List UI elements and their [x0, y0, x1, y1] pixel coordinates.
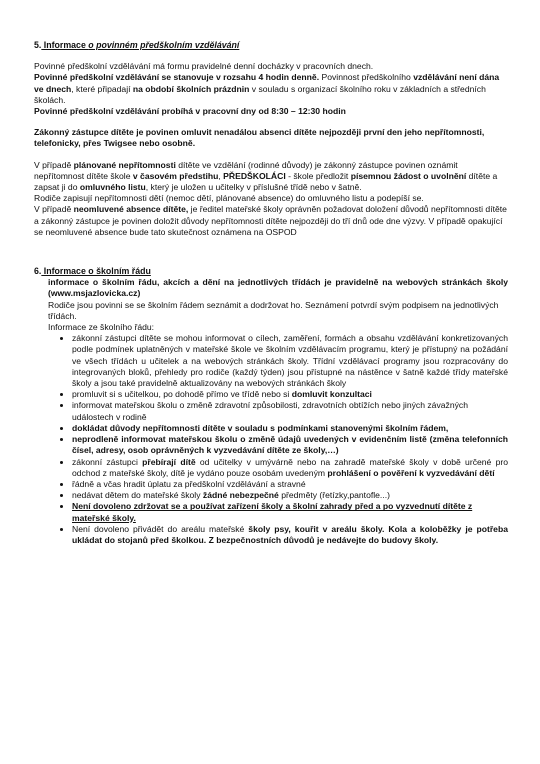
s5-paragraph-1: Povinné předškolní vzdělávání má formu pravidelné denní docházky v pracovních dnech. Povinné předškolní vzdělávání se stanovuje v rozsahu 4 hodin denně. Povinnost předškolního vzdělávání není dána ve dnech, které připadají na období školních prázdnin v souladu s organizací školního roku v základních a středních školách. Povinné předškolní vzdělávání probíhá v pracovní dny od 8:30 – 12:30 hodin	[34, 61, 500, 117]
s5-paragraph-2: Zákonný zástupce dítěte je povinen omluvit nenadálou absenci dítěte nejpozději první den jeho nepřítomnosti, telefonicky, přes Twigsee nebo osobně.	[34, 127, 485, 149]
section-6-number: 6.	[34, 266, 42, 277]
s6-paragraph-1: Rodiče jsou povinni se se školním řádem seznámit a dodržovat ho. Seznámení potvrdí svým podpisem na jednotlivých třídách.	[48, 299, 499, 321]
list-item: • dokládat důvody nepřítomnosti dítěte v souladu s podmínkami stanovenými školním řádem,	[72, 423, 508, 434]
s5-paragraph-3: V případě plánované nepřítomnosti dítěte ve vzdělání (rodinné důvody) je zákonný zástupce povinen oznámit nepřítomnost dítěte škole v časovém předstihu, PŘEDŠKOLÁCI - škole předložit písemnou žádost o uvolnění dítěte a zapsat ji do omluvného listu, který je uložen u učitelky v příslušné třídě nebo v šatně.	[34, 159, 498, 193]
s5-paragraph-5: V případě neomluvené absence dítěte, je ředitel mateřské školy oprávněn požadovat doložení důvodů nepřítomnosti dítěte a zákonný zástupce je povinen doložit důvody nepřítomnosti dítěte nejpozději do tří dnů ode dne výzvy. V případě opakující se neomluvené absence bude tato skutečnost oznámena na OSPOD	[34, 204, 507, 237]
list-item: • neprodleně informovat mateřskou školu o změně údajů uvedených v evidenčním listě (změna telefonních čísel, adresy, osob oprávněných k vyzvedávání dítěte ze školy,…)	[72, 434, 508, 456]
section-5-heading	[34, 40, 508, 51]
list-item: • informovat mateřskou školu o změně zdravotní způsobilosti, zdravotních obtížích nebo jiných závažných událostech v rodině	[72, 400, 508, 422]
list-item: • Není dovoleno přivádět do areálu mateřské školy psy, kouřit v areálu školy. Kola a koloběžky je potřeba ukládat do stojanů před školkou. Z bezpečnostních důvodů je nedávejte do budovy školy.	[72, 524, 508, 546]
section-5-number: 5.	[34, 40, 42, 50]
list-item: • nedávat dětem do mateřské školy žádné nebezpečné předměty (řetízky,pantofle...)	[72, 490, 508, 501]
document-page	[34, 40, 508, 546]
list-item: • zákonní zástupci přebírají dítě od učitelky v umývárně nebo na zahradě mateřské školy v době určené pro odchod z mateřské školy, dítě je vydáno pouze osobám uvedeným prohlášení o pověření k vyzvedávání dětí	[72, 457, 508, 479]
s6-paragraph-2: Informace ze školního řádu:	[48, 322, 155, 333]
s5-paragraph-4: Rodiče zapisují nepřítomnosti dětí (nemoc dětí, plánované absence) do omluvného listu a podepíší se.	[34, 193, 424, 204]
section-6-title: Informace o školním řádu	[41, 266, 151, 277]
rules-list	[34, 333, 508, 546]
list-item: • řádně a včas hradit úplatu za předškolní vzdělávání a stravné	[72, 479, 508, 490]
list-item: • Není dovoleno zdržovat se a používat zařízení školy a školní zahrady před a po vyzvednutí dítěte z mateřské školy.	[72, 501, 508, 523]
section-5-title: Informace o povinném předškolním vzdělávání	[41, 40, 240, 50]
s6-lead: informace o školním řádu, akcích a dění na jednotlivých třídách je pravidelně na webových stránkách školy (www.msjazlovicka.cz)	[48, 277, 508, 299]
list-item: • zákonní zástupci dítěte se mohou informovat o cílech, zaměření, formách a obsahu vzdělávání konkretizovaných podle podmínek uplatněných v mateřské škole ve školním vzdělávacím programu, který je přístupný na požádání ve všech třídách u učitelek a na webových stránkách školy. Třídní vzdělávací programy jsou rozpracovány do integrovaných bloků, přehledy pro rodiče (každý týden) jsou přístupné na nástěnce v šatně každé třídy mateřské školy a jsou také pravidelně aktualizovány na webových stránkách školy	[72, 333, 508, 389]
list-item: • promluvit si s učitelkou, po dohodě přímo ve třídě nebo si domluvit konzultaci	[72, 389, 508, 400]
section-6-heading	[34, 266, 508, 277]
